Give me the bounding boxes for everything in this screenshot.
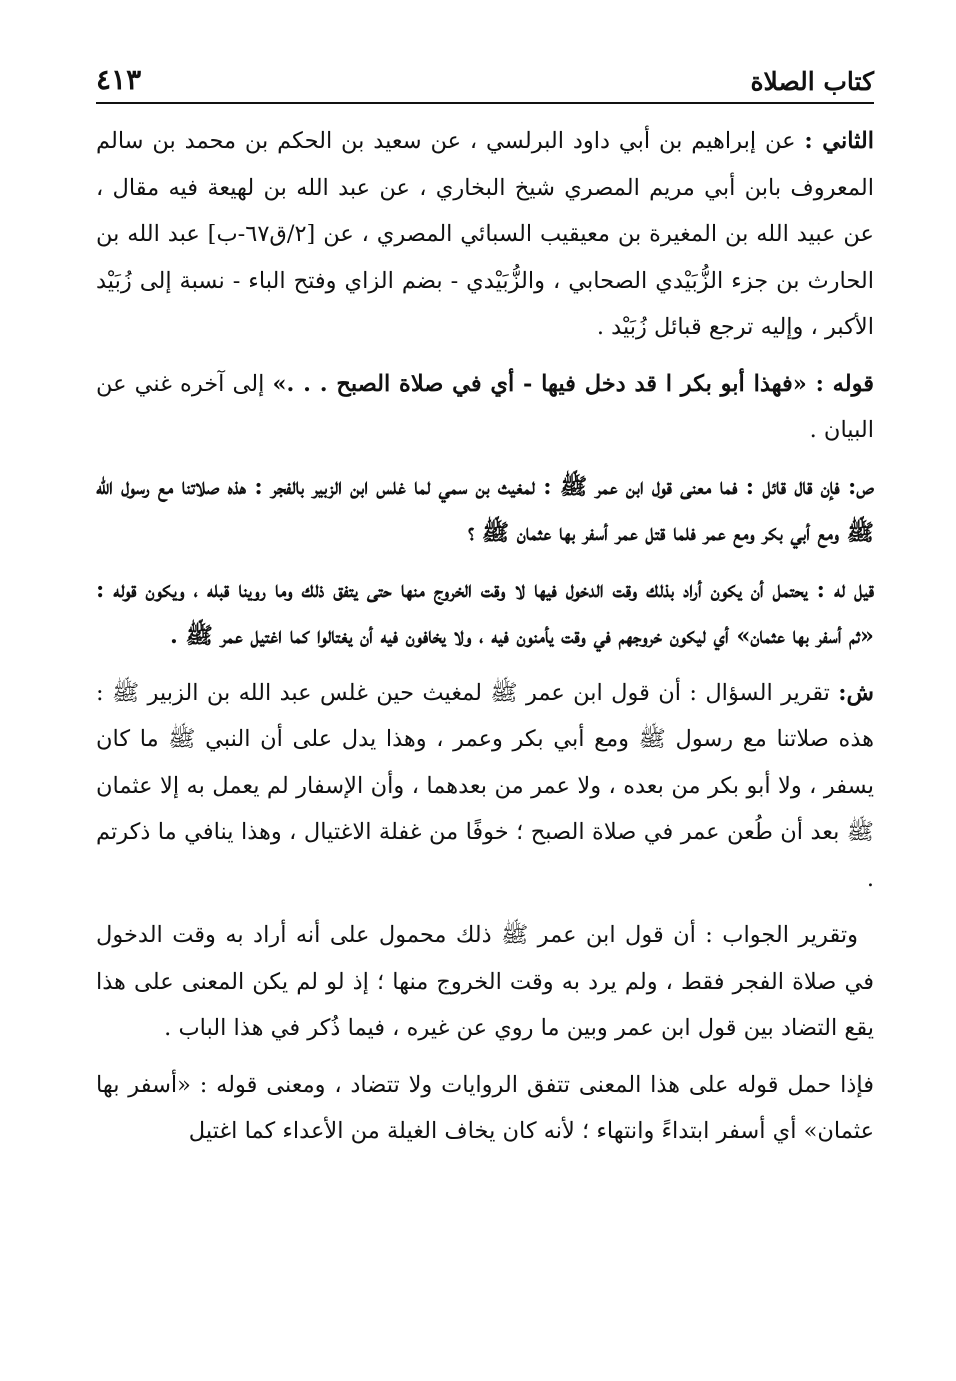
paragraph-text: عن إبراهيم بن أبي داود البرلسي ، عن سعيد بن الحكم بن محمد بن سالم المعروف بابن أبي مريم المصري شيخ البخاري ، عن عبد الله بن لهيعة فيه مقال ، عن عبيد الله بن المغيرة بن معيقيب السبائي المصري ، عن [٢/ق٦٧-ب] عبد الله بن الحارث بن جزء الزُّبَيْدي الصحابي ، والزُّبَيْدي - بضم الزاي وفتح الباء - نسبة إلى زُبَيْد الأكبر ، وإليه ترجع قبائل زُبَيْد . — [96, 128, 874, 340]
paragraph-lead: قوله : «فهذا أبو بكر ا قد دخل فيها - أي في صلاة الصبح . . .» — [272, 370, 874, 397]
paragraph-quote-commentary — [96, 361, 874, 454]
paragraph-text: وتقرير الجواب : أن قول ابن عمر ﷺ ذلك محمول على أنه أراد به وقت الدخول في صلاة الفجر فقط ، ولم يرد به وقت الخروج منها ؛ إذ لو لم يكن المعنى على هذا يقع التضاد بين قول ابن عمر وبين ما روي عن غيره ، فيما ذُكر في هذا الباب . — [96, 922, 874, 1041]
running-header — [96, 52, 874, 104]
paragraph-reply — [96, 912, 874, 1052]
paragraph-question — [96, 464, 874, 557]
paragraph-lead: ش: — [838, 679, 874, 706]
paragraph-text: تقرير السؤال : أن قول ابن عمر ﷺ لمغيث حين غلس عبد الله بن الزبير ﷺ : هذه صلاتنا مع رسول ﷺ ومع أبي بكر وعمر ، وهذا يدل على أن النبي ﷺ ما كان يسفر ، ولا أبو بكر من بعده ، ولا عمر من بعدهما ، وأن الإسفار لم يعمل به إلا عثمان ﷺ بعد أن طُعن عمر في صلاة الصبح ؛ خوفًا من غفلة الاغتيال ، وهذا ينافي ما ذكرتم . — [96, 679, 874, 892]
paragraph-lead: الثاني : — [804, 128, 874, 154]
paragraph-answer — [96, 567, 874, 660]
page-body — [96, 118, 874, 1155]
book-title: كتاب الصلاة — [750, 67, 874, 96]
paragraph-isnad — [96, 118, 874, 351]
paragraph-text: قيل له : يحتمل أن يكون أراد بذلك وقت الدخول فيها لا وقت الخروج منها حتى يتفق ذلك وما روينا قبله ، ويكون قوله : «ثم أسفر بها عثمان» أي ليكون خروجهم في وقت يأمنون فيه ، ولا يخافون فيه أن يغتالوا كما اغتيل عمر ﷺ . — [96, 576, 874, 649]
page-number: ٤١٣ — [96, 63, 142, 96]
paragraph-text: فإذا حمل قوله على هذا المعنى تتفق الروايات ولا تتضاد ، ومعنى قوله : «أسفر بها عثمان» أي أسفر ابتداءً وانتهاء ؛ لأنه كان يخاف الغيلة من الأعداء كما اغتيل — [96, 1071, 874, 1144]
paragraph-text: ص: فإن قال قائل : فما معنى قول ابن عمر ﷺ : لمغيث بن سمي لما غلس ابن الزبير بالفجر : هذه صلاتنا مع رسول الله ﷺ ومع أبي بكر ومع عمر فلما قتل عمر أسفر بها عثمان ﷺ ؟ — [96, 473, 874, 546]
paragraph-conclusion — [96, 1062, 874, 1155]
paragraph-text: إلى آخره غني عن البيان . — [96, 370, 874, 443]
paragraph-explanation — [96, 670, 874, 903]
document-page — [96, 52, 874, 1342]
